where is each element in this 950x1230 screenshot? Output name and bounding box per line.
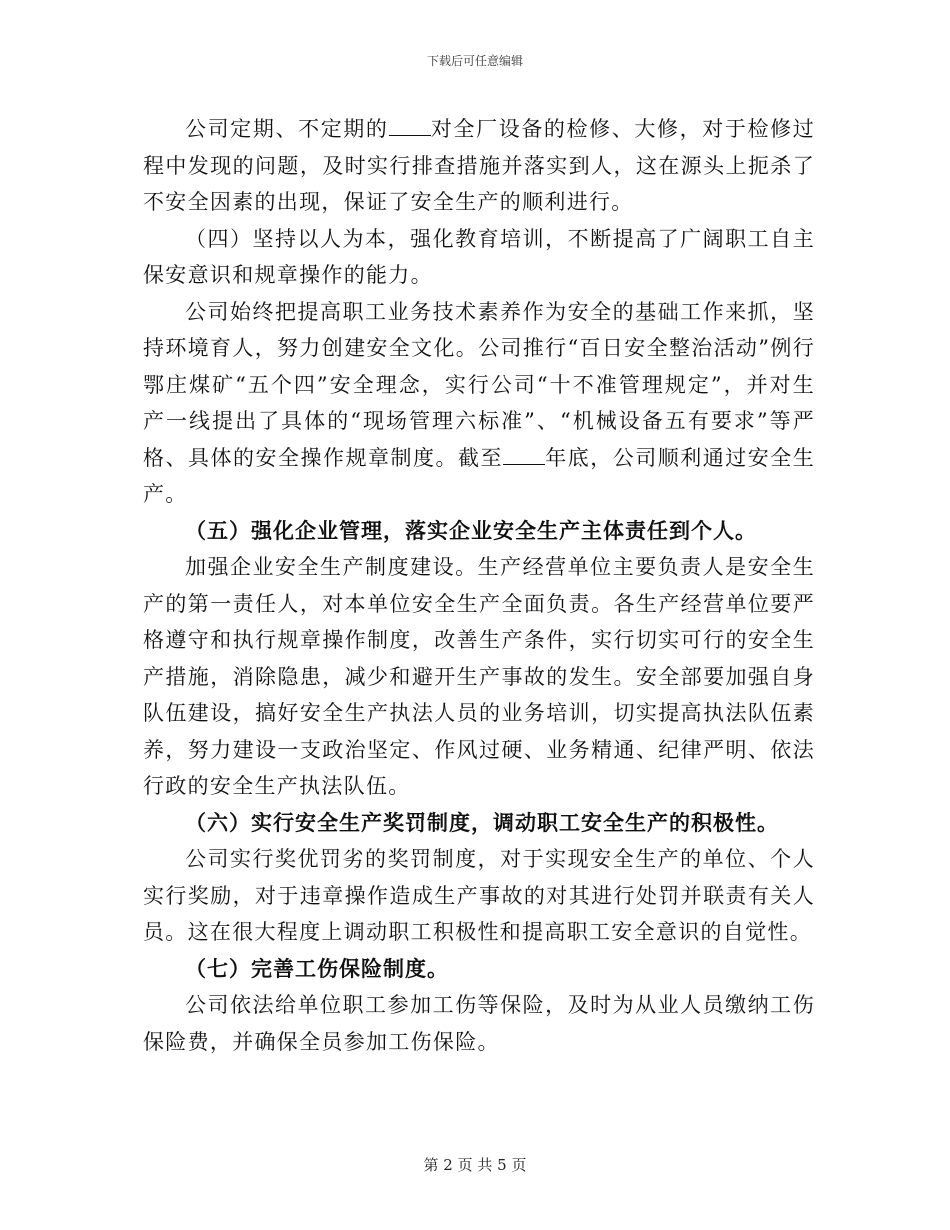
- paragraph-text: 年底，公司顺利通过安全生产。: [143, 445, 815, 506]
- blank-underline: [503, 446, 545, 465]
- paragraph-equipment-maintenance: [143, 111, 815, 221]
- paragraph-text: 公司始终把提高职工业务技术素养作为安全的基础工作来抓，坚持环境育人，努力创建安全文化。公司推行“百日安全整治活动”例行鄂庄煤矿“五个四”安全理念，实行公司“十不准管理规定”，并对生产一线提出了具体的“现场管理六标准”、“机械设备五有要求”等严格、具体的安全操作规章制度。截至: [143, 299, 815, 470]
- paragraph-text: 对全厂设备的检修、大修，对于检修过程中发现的问题，及时实行排查措施并落实到人，这在源头上扼杀了不安全因素的出现，保证了安全生产的顺利进行。: [143, 117, 815, 214]
- section-heading-7: （七）完善工伤保险制度。: [185, 956, 449, 981]
- blank-underline: [389, 117, 431, 136]
- paragraph-text: 公司定期、不定期的: [185, 117, 389, 141]
- document-body: [143, 111, 815, 1060]
- page-header-note: 下载后可任意编辑: [426, 54, 523, 68]
- section-heading-4: （四）坚持以人为本，强化教育培训，不断提高了广阔职工自主保安意识和规章操作的能力。: [143, 226, 815, 287]
- section-heading-5: （五）强化企业管理，落实企业安全生产主体责任到个人。: [185, 518, 757, 543]
- paragraph-reward-penalty: 公司实行奖优罚劣的奖罚制度，对于实现安全生产的单位、个人实行奖励，对于违章操作造成生产事故的对其进行处罚并联责有关人员。这在很大程度上调动职工积极性和提高职工安全意识的自觉性。: [143, 847, 815, 944]
- section-heading-6: （六）实行安全生产奖罚制度，调动职工安全生产的积极性。: [185, 810, 779, 835]
- paragraph-management-system: 加强企业安全生产制度建设。生产经营单位主要负责人是安全生产的第一责任人，对本单位安全生产全面负责。各生产经营单位要严格遵守和执行规章操作制度，改善生产条件，实行切实可行的安全生产措施，消除隐患，减少和避开生产事故的发生。安全部要加强自身队伍建设，搞好安全生产执法人员的业务培训，切实提高执法队伍素养，努力建设一支政治坚定、作风过硬、业务精通、纪律严明、依法行政的安全生产执法队伍。: [143, 555, 815, 798]
- paragraph-injury-insurance: 公司依法给单位职工参加工伤等保险，及时为从业人员缴纳工伤保险费，并确保全员参加工伤保险。: [143, 993, 815, 1054]
- paragraph-safety-culture: [143, 294, 815, 513]
- page-number-footer: 第 2 页 共 5 页: [423, 1156, 527, 1174]
